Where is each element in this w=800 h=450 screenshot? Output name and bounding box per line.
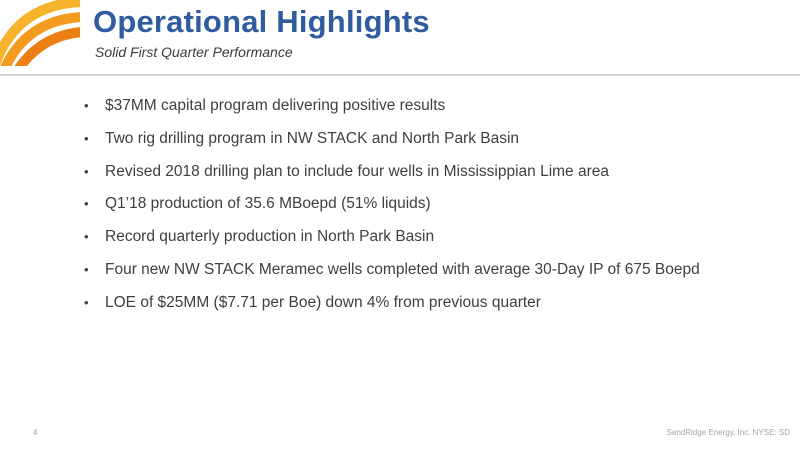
bullet-text: Q1’18 production of 35.6 MBoepd (51% liquids): [105, 195, 431, 213]
bullet-text: LOE of $25MM ($7.71 per Boe) down 4% from previous quarter: [105, 293, 541, 311]
bullet-icon: •: [84, 294, 89, 310]
list-item: [81, 161, 700, 194]
bullet-text: Record quarterly production in North Park Basin: [105, 228, 435, 246]
list-item: [81, 226, 700, 259]
bullet-text: Two rig drilling program in NW STACK and North Park Basin: [105, 129, 520, 147]
highlights-list: [81, 95, 700, 325]
footer-company: SandRidge Energy, Inc. NYSE: SD: [666, 428, 790, 437]
bullet-icon: •: [84, 98, 89, 113]
header-divider: [0, 74, 800, 76]
company-logo-icon: [0, 0, 80, 66]
bullet-icon: •: [84, 229, 89, 245]
bullet-text: $37MM capital program delivering positive results: [105, 97, 446, 114]
bullet-icon: •: [84, 261, 89, 277]
bullet-icon: •: [84, 163, 89, 179]
bullet-icon: •: [84, 130, 89, 146]
page-subtitle: Solid First Quarter Performance: [95, 44, 293, 60]
bullet-text: Revised 2018 drilling plan to include four wells in Mississippian Lime area: [105, 162, 610, 180]
list-item: [81, 95, 700, 128]
list-item: [81, 128, 700, 161]
page-title: Operational Highlights: [93, 4, 430, 39]
bullet-icon: •: [84, 196, 89, 212]
page-number: 4: [33, 428, 38, 437]
bullet-text: Four new NW STACK Meramec wells completed with average 30-Day IP of 675 Boepd: [105, 260, 700, 278]
list-item: [81, 259, 700, 292]
list-item: [81, 193, 700, 226]
list-item: [81, 292, 700, 325]
